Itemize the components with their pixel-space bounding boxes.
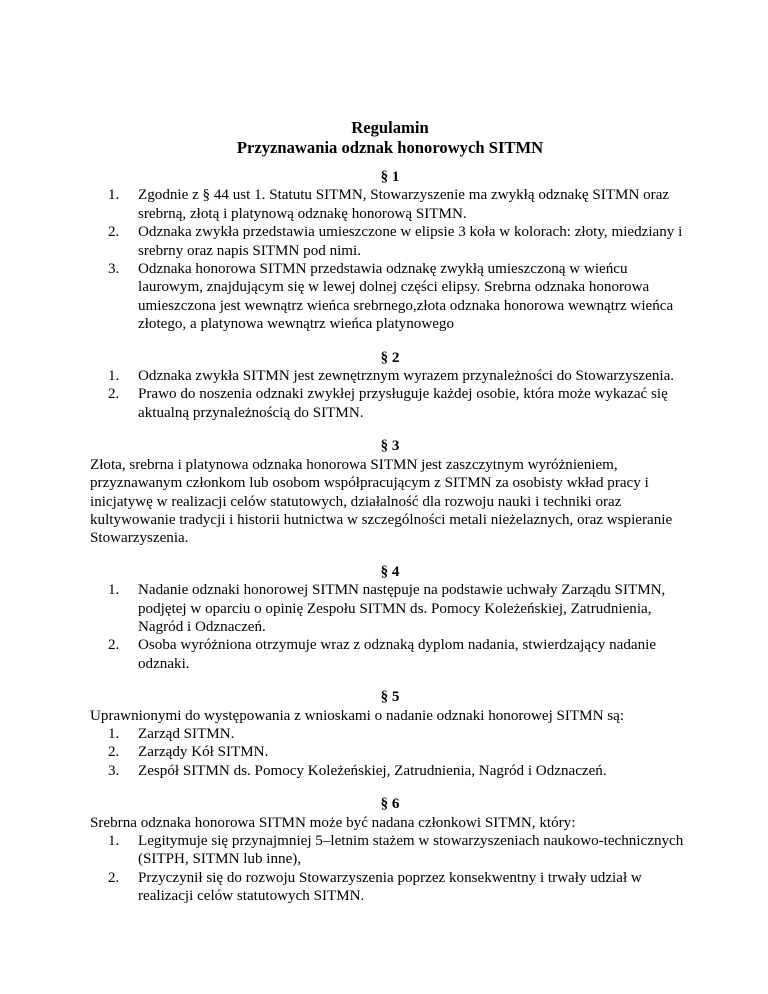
list-item-text: Zarząd SITMN. xyxy=(138,725,235,742)
list-item: 2. Osoba wyróżniona otrzymuje wraz z odznaką dyplom nadania, stwierdzający nadanie odznaki. xyxy=(108,637,657,672)
list-item-text: Zespół SITMN ds. Pomocy Koleżeńskiej, Zatrudnienia, Nagród i Odznaczeń. xyxy=(138,762,607,779)
section-5 xyxy=(90,688,690,780)
list-item-text: Odznaka zwykła SITMN jest zewnętrznym wyrazem przynależności do Stowarzyszenia. xyxy=(138,368,675,385)
list-item-text: Odznaka zwykła przedstawia umieszczone w elipsie 3 koła w kolorach: złoty, miedziany i srebrny oraz napis SITMN pod nimi. xyxy=(138,224,683,259)
list-item: 1. Odznaka zwykła SITMN jest zewnętrznym wyrazem przynależności do Stowarzyszenia. xyxy=(108,368,675,385)
document-title xyxy=(90,118,690,157)
list-item: 1. Zgodnie z § 44 ust 1. Statutu SITMN, Stowarzyszenie ma zwykłą odznakę SITMN oraz srebrną, złotą i platynową odznakę honorową SITMN. xyxy=(108,187,670,222)
list-item: 3. Zespół SITMN ds. Pomocy Koleżeńskiej, Zatrudnienia, Nagród i Odznaczeń. xyxy=(108,762,607,779)
list-item: 1. Legitymuje się przynajmniej 5–letnim stażem w stowarzyszeniach naukowo-technicznych (SITPH, SITMN lub inne), xyxy=(108,833,684,868)
section-heading: § 5 xyxy=(380,689,400,706)
list-item-text: Prawo do noszenia odznaki zwykłej przysługuje każdej osobie, która może wykazać się aktualną przynależnością do SITMN. xyxy=(138,386,668,421)
list-item-text: Legitymuje się przynajmniej 5–letnim stażem w stowarzyszeniach naukowo-technicznych (SITPH, SITMN lub inne), xyxy=(138,833,684,868)
section-heading: § 3 xyxy=(380,438,400,455)
numbered-list xyxy=(90,581,690,673)
numbered-list xyxy=(90,725,690,780)
section-6 xyxy=(90,795,690,905)
numbered-list xyxy=(90,832,690,906)
list-item-text: Zarządy Kół SITMN. xyxy=(138,744,269,761)
list-item: 2. Przyczynił się do rozwoju Stowarzyszenia poprzez konsekwentny i trwały udział w realizacji celów statutowych SITMN. xyxy=(108,869,642,905)
list-item: 2. Odznaka zwykła przedstawia umieszczone w elipsie 3 koła w kolorach: złoty, miedziany i srebrny oraz napis SITMN pod nimi. xyxy=(108,224,683,259)
section-4 xyxy=(90,563,690,673)
title-line-2: Przyznawania odznak honorowych SITMN xyxy=(236,137,544,157)
list-item: 1. Nadanie odznaki honorowej SITMN następuje na podstawie uchwały Zarządu SITMN, podjętej w oparciu o opinię Zespołu SITMN ds. Pomocy Koleżeńskiej, Zatrudnienia, Nagród i Odznaczeń. xyxy=(108,582,666,635)
section-heading: § 1 xyxy=(380,169,400,185)
numbered-list xyxy=(90,186,690,333)
title-line-1: Regulamin xyxy=(351,118,429,137)
section-paragraph: Złota, srebrna i platynowa odznaka honorowa SITMN jest zaszczytnym wyróżnieniem, przyznawanym członkom lub osobom współpracującym z SITMN za osobisty wkład pracy i inicjatywę w realizacji celów statutowych, działalność dla rozwoju nauki i techniki oraz kultywowanie tradycji i historii hutnictwa w szczególności metali nieżelaznych, oraz wspieranie Stowarzyszenia. xyxy=(90,456,673,547)
list-item: 3. Odznaka honorowa SITMN przedstawia odznakę zwykłą umieszczoną w wieńcu laurowym, znajdującym się w lewej dolnej części elipsy. Srebrna odznaka honorowa umieszczona jest wewnątrz wieńca srebrnego,złota odznaka honorowa wewnątrz wieńca złotego, a platynowa wewnątrz wieńca platynowego xyxy=(108,261,674,333)
list-item-text: Zgodnie z § 44 ust 1. Statutu SITMN, Stowarzyszenie ma zwykłą odznakę SITMN oraz srebrną, złotą i platynową odznakę honorową SITMN. xyxy=(138,187,670,222)
section-heading: § 2 xyxy=(380,349,400,366)
list-item: 2. Zarządy Kół SITMN. xyxy=(108,744,269,761)
list-item: 2. Prawo do noszenia odznaki zwykłej przysługuje każdej osobie, która może wykazać się aktualną przynależnością do SITMN. xyxy=(108,386,668,421)
document-page xyxy=(90,118,690,906)
list-item-text: Nadanie odznaki honorowej SITMN następuje na podstawie uchwały Zarządu SITMN, podjętej w oparciu o opinię Zespołu SITMN ds. Pomocy Koleżeńskiej, Zatrudnienia, Nagród i Odznaczeń. xyxy=(138,582,666,635)
section-2 xyxy=(90,349,690,423)
numbered-list xyxy=(90,367,690,422)
list-item-text: Odznaka honorowa SITMN przedstawia odznakę zwykłą umieszczoną w wieńcu laurowym, znajdującym się w lewej dolnej części elipsy. Srebrna odznaka honorowa umieszczona jest wewnątrz wieńca srebrnego,złota odznaka honorowa wewnątrz wieńca złotego, a platynowa wewnątrz wieńca platynowego xyxy=(138,261,674,333)
section-intro: Uprawnionymi do występowania z wnioskami o nadanie odznaki honorowej SITMN są: xyxy=(90,707,625,724)
list-item-text: Przyczynił się do rozwoju Stowarzyszenia poprzez konsekwentny i trwały udział w realizacji celów statutowych SITMN. xyxy=(138,869,642,905)
section-1 xyxy=(90,168,690,334)
section-3 xyxy=(90,437,690,547)
section-heading: § 4 xyxy=(380,563,400,580)
list-item: 1. Zarząd SITMN. xyxy=(108,725,235,742)
list-item-text: Osoba wyróżniona otrzymuje wraz z odznaką dyplom nadania, stwierdzający nadanie odznaki. xyxy=(138,637,657,672)
section-intro: Srebrna odznaka honorowa SITMN może być nadana członkowi SITMN, który: xyxy=(90,814,576,831)
section-heading: § 6 xyxy=(380,796,400,813)
